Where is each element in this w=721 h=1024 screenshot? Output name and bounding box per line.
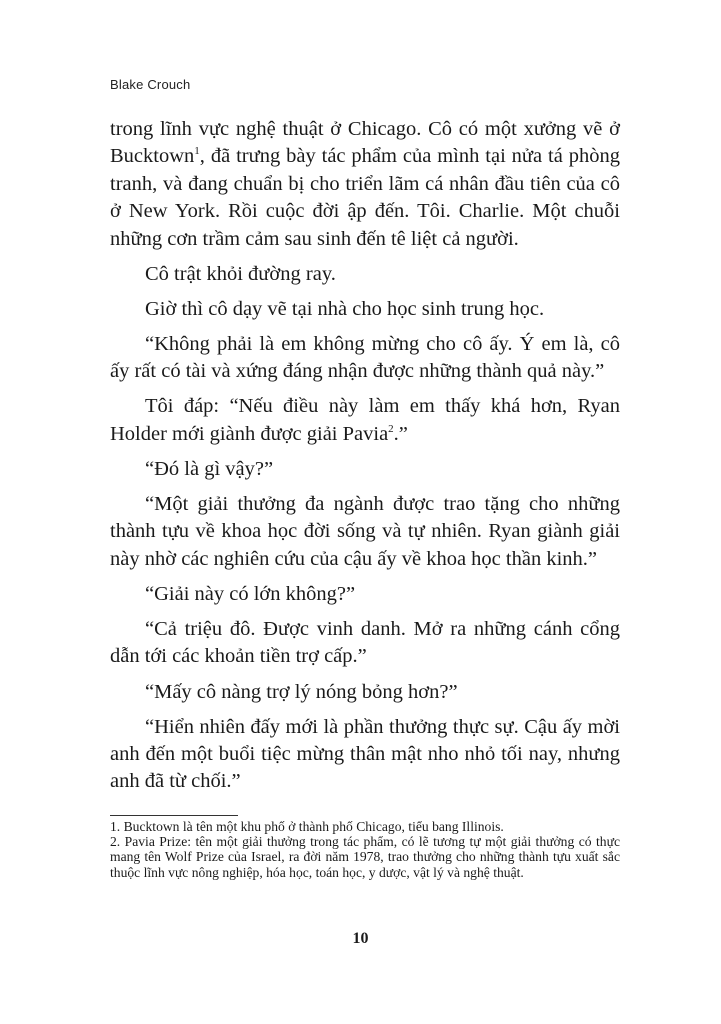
footnote-ref-1: 1 (194, 145, 200, 158)
paragraph-3: Giờ thì cô dạy vẽ tại nhà cho học sinh trung học. (145, 297, 545, 320)
paragraph-5-text-a: Tôi đáp: “Nếu điều này làm em thấy khá hơn, Ryan Holder mới giành được giải Pavia (110, 395, 620, 445)
paragraph-5-text-b: .” (393, 422, 408, 445)
paragraph-1-text-a: trong lĩnh vực nghệ thuật ở Chicago. Cô có một xưởng vẽ ở Bucktown (110, 118, 620, 168)
paragraph-9: “Cả triệu đô. Được vinh danh. Mở ra những cánh cổng dẫn tới các khoản tiền trợ cấp.” (110, 618, 620, 668)
paragraph-11: “Hiển nhiên đấy mới là phần thưởng thực sự. Cậu ấy mời anh đến một buổi tiệc mừng thân mật nho nhỏ tối nay, nhưng anh đã từ chối.” (110, 715, 620, 793)
paragraph-1-text-b: , đã trưng bày tác phẩm của mình tại nửa tá phòng tranh, và đang chuẩn bị cho triển lãm cá nhân đầu tiên của cô ở New York. Rồi cuộc đời ập đến. Tôi. Charlie. Một chuỗi những cơn trầm cảm sau sinh đến tê liệt cả người. (110, 145, 620, 250)
paragraph-6: “Đó là gì vậy?” (145, 457, 274, 480)
paragraph-2: Cô trật khỏi đường ray. (145, 262, 336, 285)
footnote-divider (110, 815, 238, 816)
running-header-author: Blake Crouch (110, 77, 191, 92)
paragraph-7: “Một giải thưởng đa ngành được trao tặng cho những thành tựu về khoa học đời sống và tự nhiên. Ryan giành giải này nhờ các nghiên cứu của cậu ấy về khoa học thần kinh.” (110, 493, 620, 570)
paragraph-5 (110, 393, 620, 448)
paragraph-4: “Không phải là em không mừng cho cô ấy. Ý em là, cô ấy rất có tài và xứng đáng nhận được những thành quả này.” (110, 332, 620, 383)
page-number: 10 (352, 930, 369, 947)
footnote-ref-2: 2 (388, 422, 394, 435)
body-text (110, 116, 620, 804)
paragraph-1 (110, 116, 620, 253)
paragraph-10: “Mấy cô nàng trợ lý nóng bỏng hơn?” (145, 680, 458, 703)
footnote-1: 1. Bucktown là tên một khu phố ở thành phố Chicago, tiểu bang Illinois. (110, 819, 504, 834)
paragraph-8: “Giải này có lớn không?” (145, 582, 356, 605)
footnotes (110, 819, 620, 880)
footnote-2: 2. Pavia Prize: tên một giải thưởng trong tác phẩm, có lẽ tương tự một giải thưởng có thực mang tên Wolf Prize của Israel, ra đời năm 1978, trao thưởng cho những thành tựu xuất sắc thuộc lĩnh vực nông nghiệp, hóa học, toán học, y dược, vật lý và nghệ thuật. (110, 834, 620, 880)
